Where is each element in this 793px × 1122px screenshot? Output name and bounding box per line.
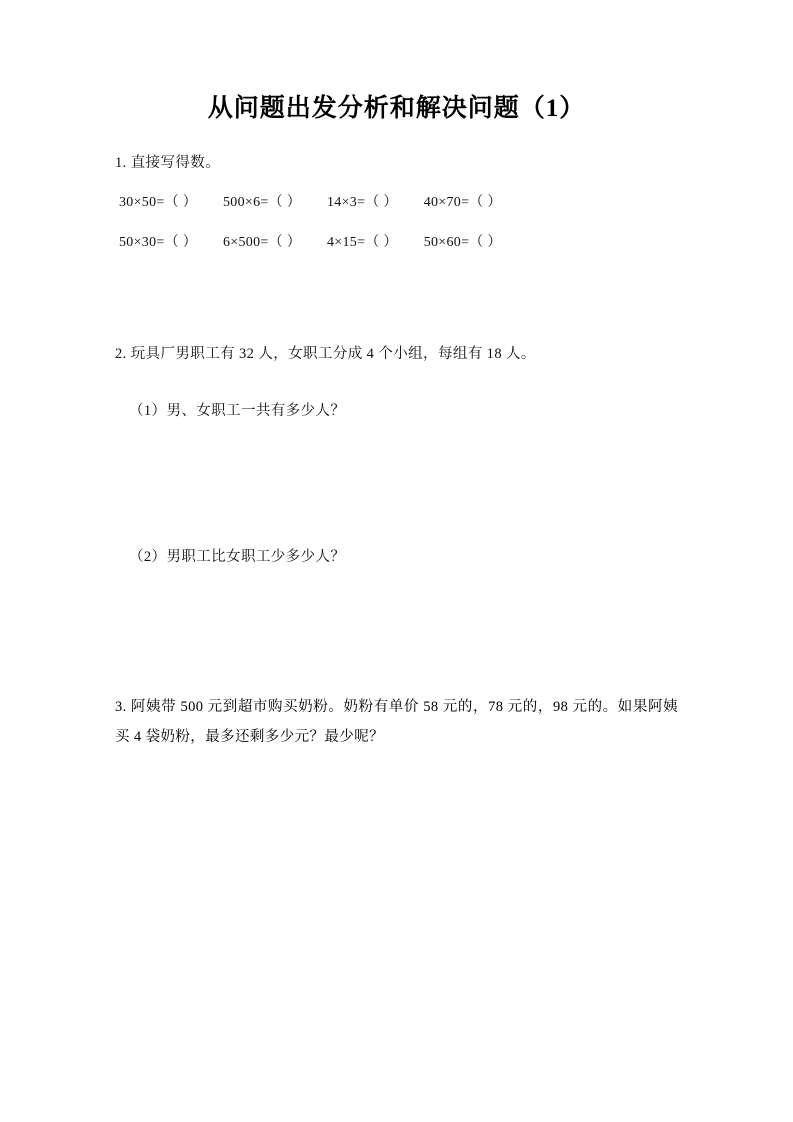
problem-1-oral-rows bbox=[115, 190, 678, 257]
problem-1-stem: 1. 直接写得数。 bbox=[115, 155, 221, 171]
spacer bbox=[115, 271, 678, 315]
oral-item: 4×15=（ ） bbox=[327, 235, 398, 251]
answer-space bbox=[115, 571, 678, 667]
answer-space bbox=[115, 426, 678, 544]
oral-item: 40×70=（ ） bbox=[423, 194, 502, 210]
oral-item: 30×50=（ ） bbox=[119, 194, 197, 210]
problem-2 bbox=[115, 341, 678, 668]
problem-2-sub-question-2: （2）男职工比女职工少多少人？ bbox=[129, 548, 346, 565]
oral-item: 6×500=（ ） bbox=[223, 235, 301, 251]
oral-row bbox=[115, 230, 678, 257]
spacer bbox=[115, 368, 678, 398]
oral-item: 50×30=（ ） bbox=[119, 235, 197, 251]
problem-1 bbox=[115, 150, 678, 257]
page-title: 从问题出发分析和解决问题（1） bbox=[207, 95, 586, 122]
problem-2-stem: 2. 玩具厂男职工有 32 人，女职工分成 4 个小组，每组有 18 人。 bbox=[115, 345, 536, 362]
problem-3-stem: 3. 阿姨带 500 元到超市购买奶粉。奶粉有单价 58 元的，78 元的，98 元的。如果阿姨买 4 袋奶粉，最多还剩多少元？最少呢？ bbox=[115, 699, 678, 746]
oral-item: 50×60=（ ） bbox=[423, 235, 502, 251]
oral-item: 500×6=（ ） bbox=[223, 194, 301, 210]
problem-3 bbox=[115, 693, 678, 752]
problem-2-sub-question-1: （1）男、女职工一共有多少人？ bbox=[129, 403, 346, 420]
oral-item: 14×3=（ ） bbox=[327, 194, 398, 210]
oral-row bbox=[115, 190, 678, 217]
